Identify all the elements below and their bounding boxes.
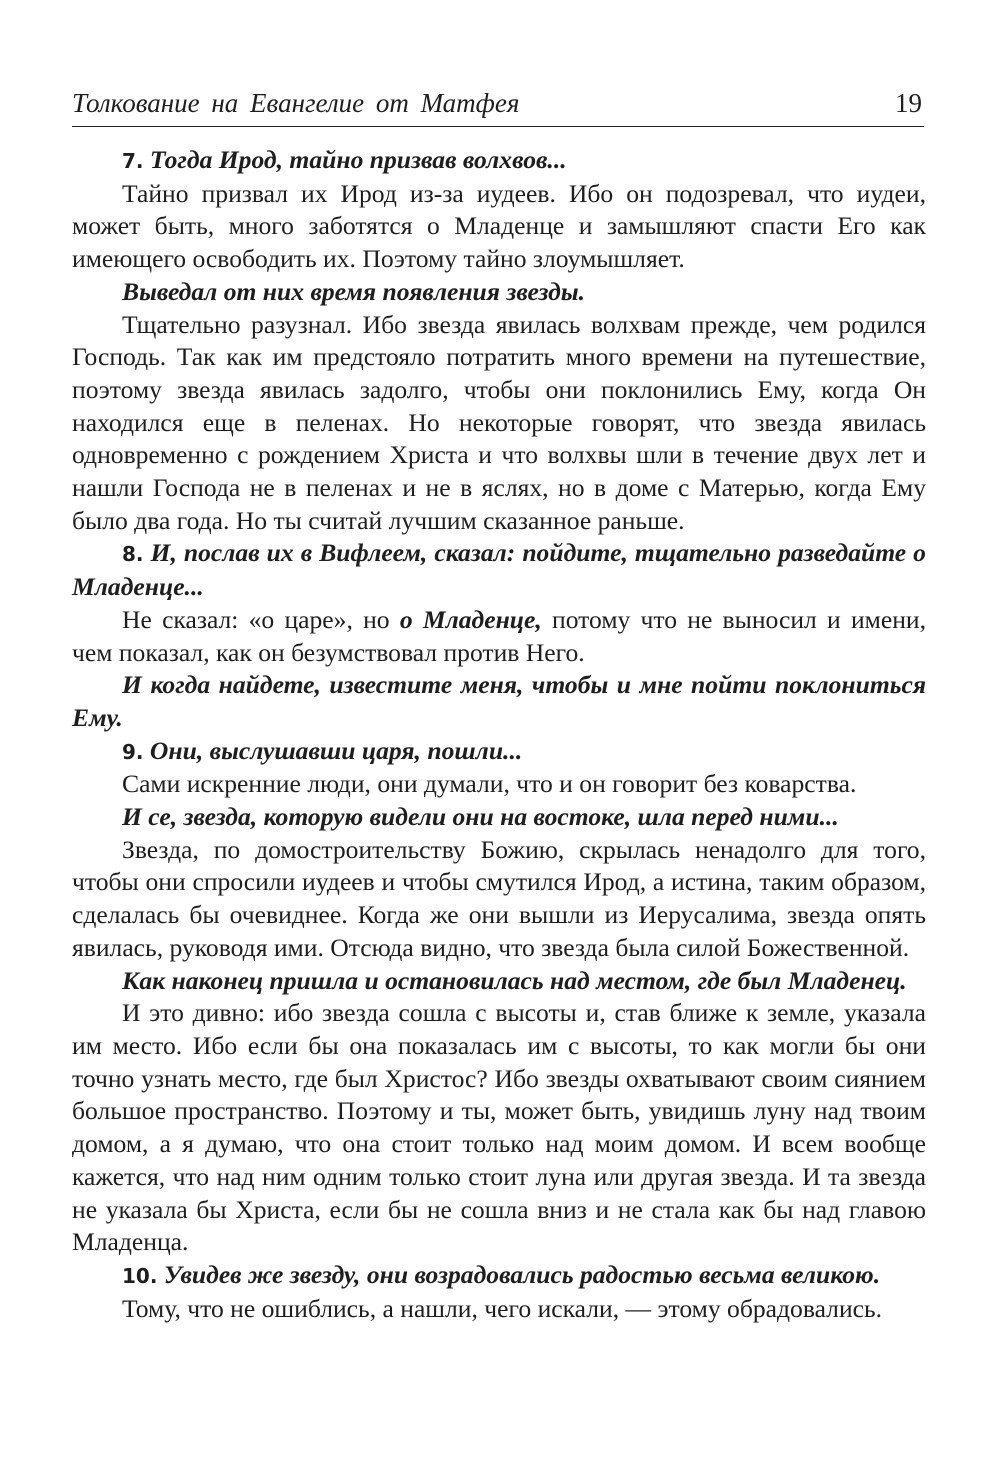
commentary-paragraph: Звезда, по домостроительству Божию, скрылась ненадолго для того, чтобы они спросили иудеев и чтобы смутился Ирод, а истина, таким образом, сделалась бы очевиднее. Когда же они вышли из Иерусалима, звезда опять явилась, руководя ими. Отсюда видно, что звезда была силой Божественной.: [72, 834, 926, 962]
commentary-paragraph: Сами искренние люди, они думали, что и он говорит без коварства.: [122, 769, 857, 799]
scripture-quote: И, послав их в Вифлеем, сказал: пойдите, тщательно разведайте о Младенце...: [72, 538, 926, 602]
scripture-quote: И когда найдете, известите меня, чтобы и мне пойти поклониться Ему.: [72, 670, 926, 732]
commentary-paragraph: [72, 604, 926, 669]
page-header: [72, 86, 924, 127]
commentary-text: потому что не выносил и имени, чем показал, как он безумствовал против Него.: [72, 604, 926, 667]
scripture-quote: Увидев же звезду, они возрадовались радостью весьма великою.: [163, 1259, 881, 1289]
verse-7-heading: [72, 144, 926, 178]
scripture-quote: Выведал от них время появления звезды.: [122, 276, 585, 306]
verse-number: 7.: [122, 149, 144, 173]
commentary-paragraph: Тщательно разузнал. Ибо звезда явилась волхвам прежде, чем родился Господь. Так как им предстояло потратить много времени на путешествие, поэтому звезда явилась задолго, чтобы они поклонились Ему, когда Он находился еще в пеленах. Но некоторые говорят, что звезда явилась одновременно с рождением Христа и что волхвы шли в течение двух лет и нашли Господа не в пеленах и не в яслях, но в доме с Матерью, когда Ему было два года. Но ты считай лучшим сказанное раньше.: [72, 309, 926, 535]
verse-8-heading: [72, 537, 926, 603]
verse-9-heading: [72, 735, 926, 769]
scripture-quote: Тогда Ирод, тайно призвав волхвов...: [149, 145, 567, 174]
verse-10-heading: [72, 1259, 926, 1293]
scripture-quote: И се, звезда, которую видели они на востоке, шла перед ними...: [122, 802, 839, 832]
running-title: Толкование на Евангелие от Матфея: [72, 88, 520, 118]
verse-number: 8.: [122, 542, 144, 567]
verse-number: 10.: [122, 1263, 158, 1288]
scripture-quote: Как наконец пришла и остановилась над местом, где был Младенец.: [122, 965, 907, 995]
page-body: [72, 144, 926, 1325]
commentary-text: Не сказал: «о царе», но: [122, 604, 390, 634]
verse-number: 9.: [122, 739, 144, 764]
commentary-paragraph: Тайно призвал их Ирод из-за иудеев. Ибо он подозревал, что иудеи, может быть, много заботятся о Младенце и замышляют спасти Его как имеющего освободить их. Поэтому тайно злоумышляет.: [72, 178, 926, 274]
emphasis-text: о Младенце,: [399, 604, 542, 634]
page-number: 19: [895, 88, 922, 118]
scripture-quote: Они, выслушавши царя, пошли...: [149, 735, 523, 765]
commentary-paragraph: И это дивно: ибо звезда сошла с высоты и, став ближе к земле, указала им место. Ибо если бы она показалась им с высоты, то как могли бы они точно узнать место, где был Христос? Ибо звезды охватывают своим сиянием большое пространство. Поэтому и ты, может быть, увидишь луну над твоим домом, а я думаю, что она стоит только над моим домом. И всем вообще кажется, что над ним одним только стоит луна или другая звезда. И та звезда не указала бы Христа, если бы не сошла вниз и не стала как бы над главою Младенца.: [72, 998, 926, 1257]
commentary-paragraph: Тому, что не ошиблись, а нашли, чего искали, — этому обрадовались.: [122, 1293, 883, 1323]
